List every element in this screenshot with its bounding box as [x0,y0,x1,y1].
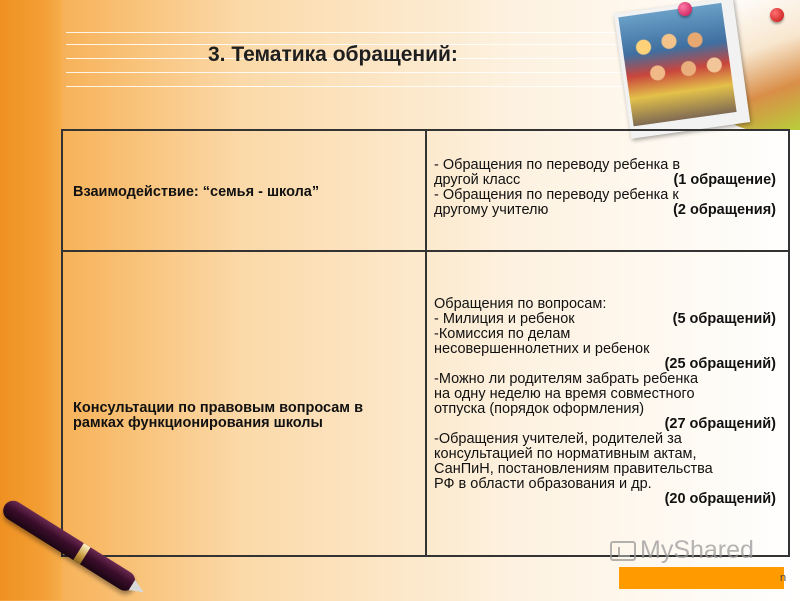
detail-line [434,312,776,327]
details-cell [427,131,788,250]
detail-text: другой класс [434,172,521,188]
detail-line: Обращения по вопросам: [434,296,607,312]
detail-line: -Можно ли родителям забрать ребенка [434,371,699,387]
table-row [63,252,788,555]
children-photo [614,0,750,139]
myshared-watermark [610,536,754,565]
topic-cell [63,252,427,555]
detail-line: несовершеннолетних и ребенок [434,341,650,357]
detail-text: - Милиция и ребенок [434,311,575,327]
detail-line: РФ в области образования и др. [434,476,652,492]
detail-line: -Обращения учителей, родителей за [434,431,682,447]
detail-line: - Обращения по переводу ребенка в [434,157,681,173]
topic-label: Консультации по правовым вопросам в рамках функционирования школы [73,399,363,431]
details-cell [427,252,788,555]
table-row [63,131,788,252]
watermark-text: MyShared [640,536,754,564]
topic-cell [63,131,427,250]
myshared-logo-icon [610,541,636,561]
detail-line [434,173,776,188]
detail-line: на одну неделю на время совместного [434,386,695,402]
topics-table [61,129,790,557]
footer-char: n [780,572,787,584]
footer-orange-bar [619,567,787,589]
detail-line: -Комиссия по делам [434,326,571,342]
slide-title: 3. Тематика обращений: [208,43,458,66]
detail-count: (5 обращений) [672,311,776,327]
detail-line: СанПиН, постановлениям правительства [434,461,713,477]
detail-count: (1 обращение) [673,172,776,188]
detail-line: консультацией по нормативным актам, [434,446,697,462]
push-pin-icon [678,2,692,16]
detail-count: (27 обращений) [664,416,776,432]
detail-line: - Обращения по переводу ребенка к [434,187,679,203]
push-pin-icon [770,8,784,22]
detail-line [434,203,776,218]
detail-count: (20 обращений) [664,491,776,507]
topic-label: Взаимодействие: “семья - школа” [73,184,320,200]
detail-text: другому учителю [434,202,549,218]
detail-count: (2 обращения) [673,202,776,218]
detail-count: (25 обращений) [664,356,776,372]
detail-line: отпуска (порядок оформления) [434,401,645,417]
